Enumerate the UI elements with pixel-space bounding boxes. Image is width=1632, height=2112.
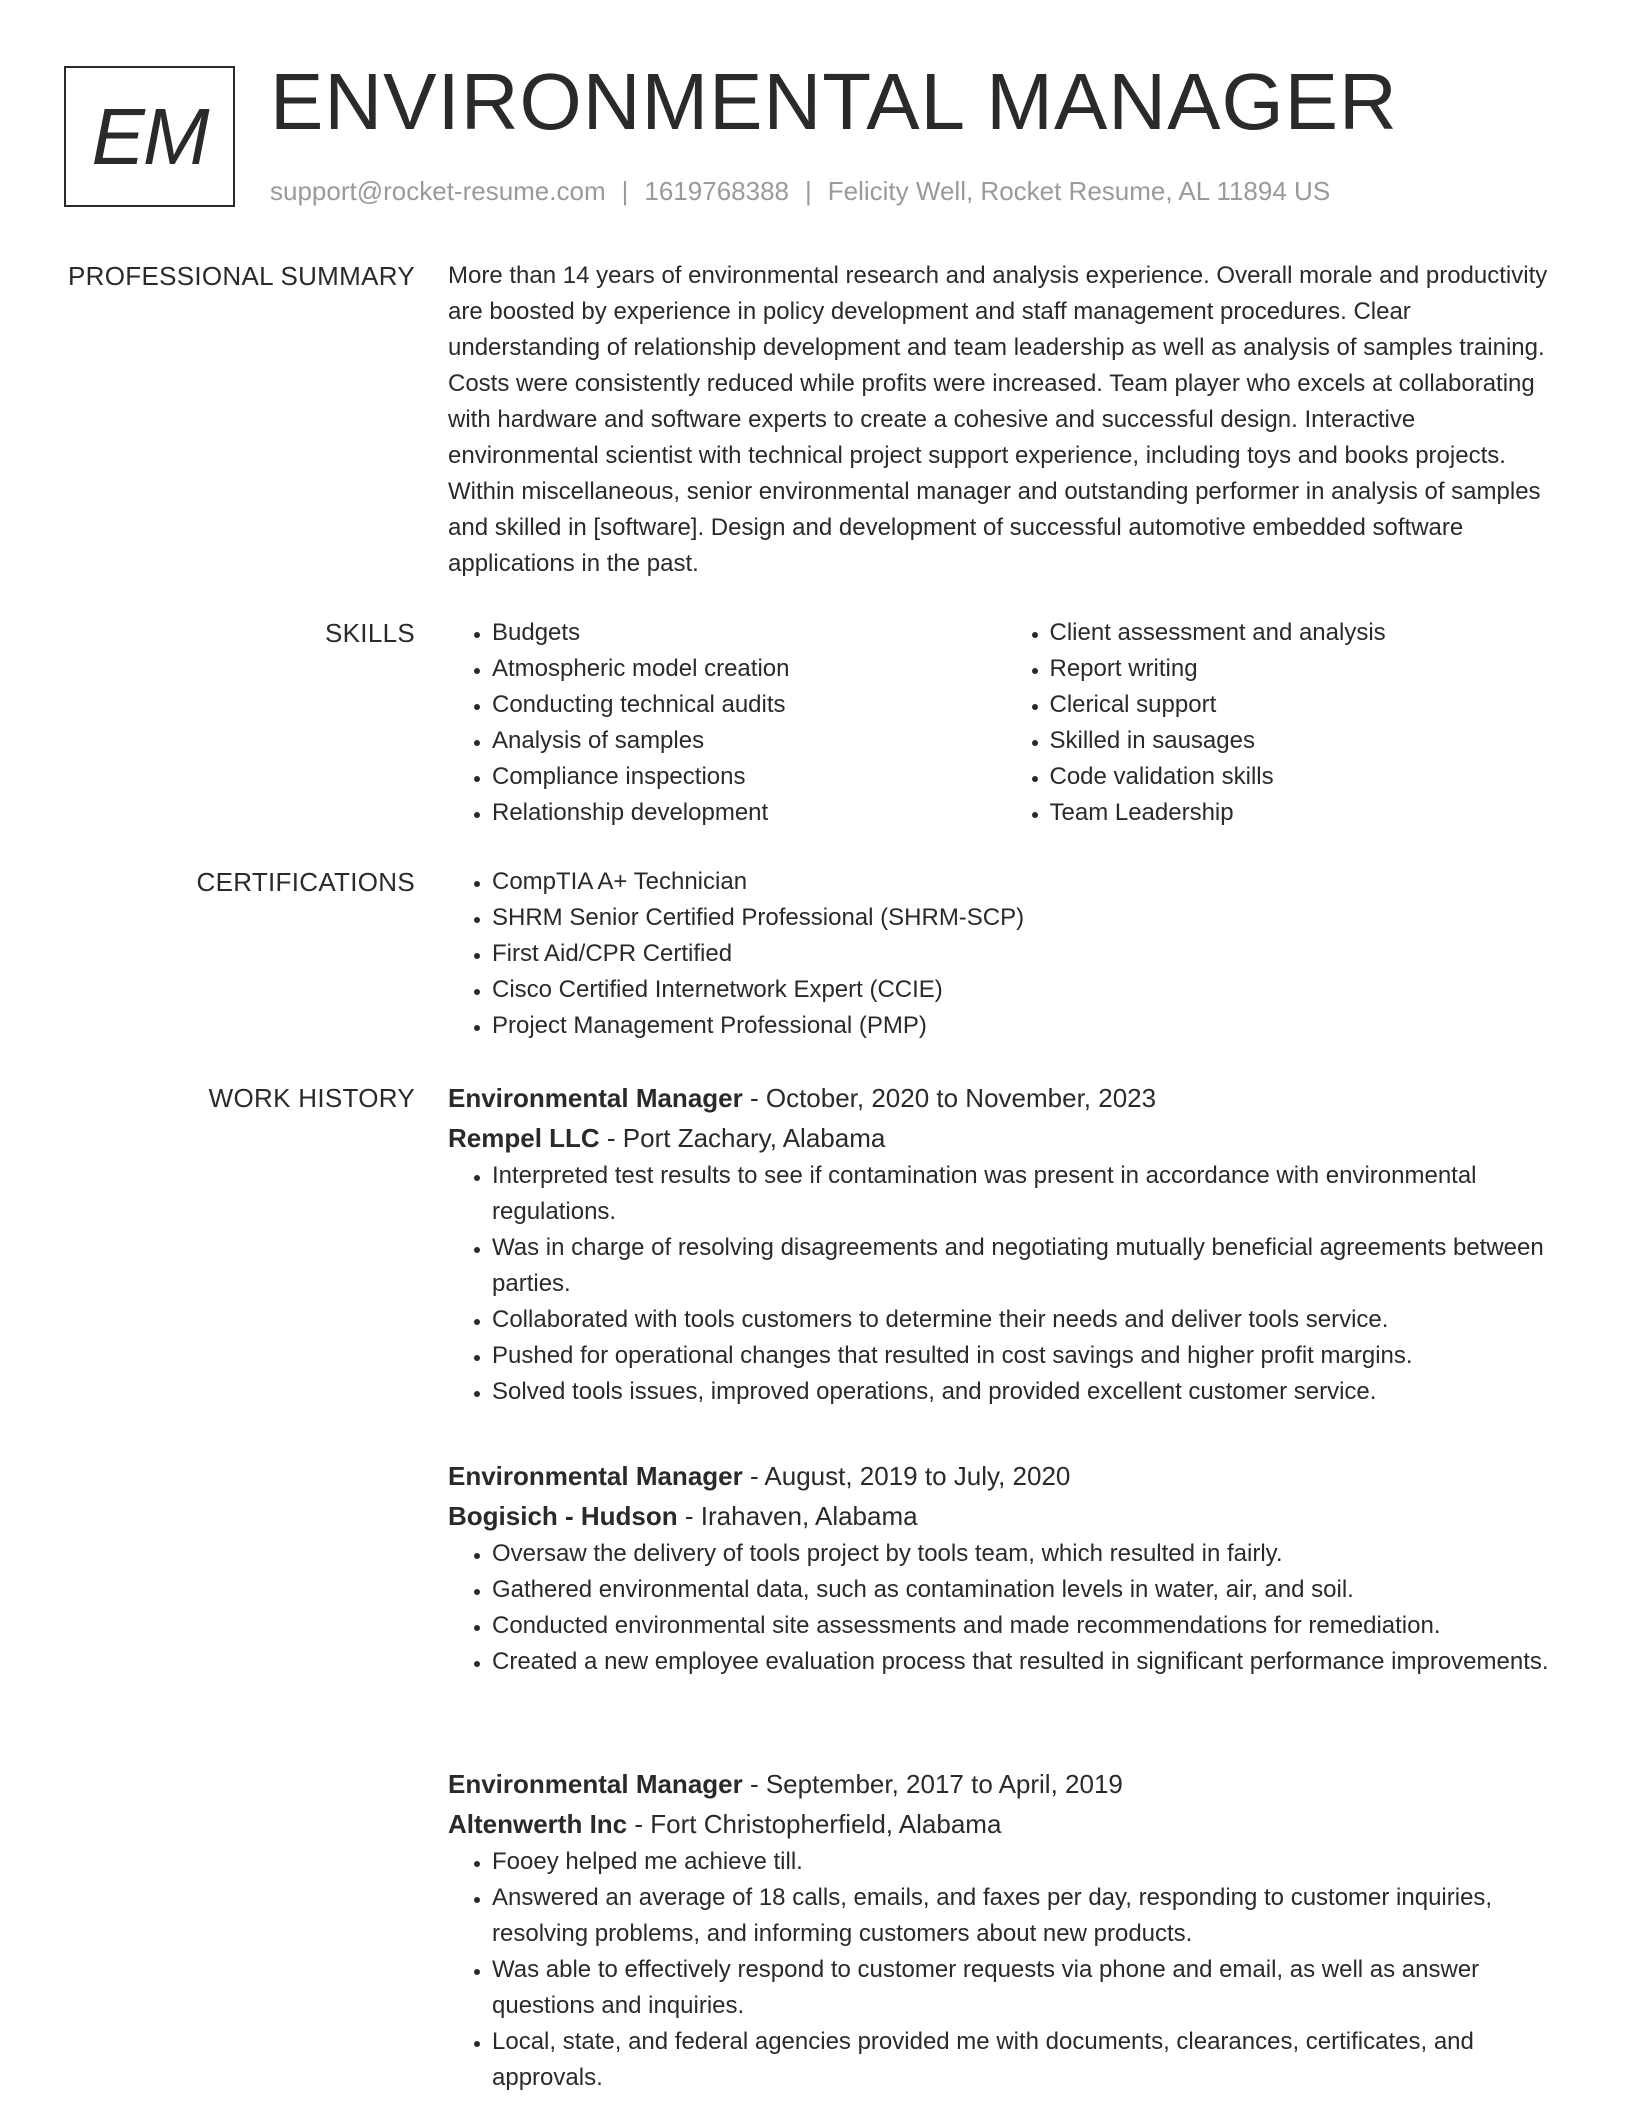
list-item: • Gathered environmental data, such as contamination levels in water, air, and soil. xyxy=(492,1572,1563,1608)
work-history-heading: WORK HISTORY xyxy=(208,1083,415,1113)
contact-phone: 1619768388 xyxy=(644,176,789,206)
contact-address: Felicity Well, Rocket Resume, AL 11894 US xyxy=(827,176,1331,206)
list-item: • Client assessment and analysis xyxy=(1050,615,1564,651)
job-title: Environmental Manager xyxy=(448,1769,743,1799)
list-item: • Team Leadership xyxy=(1050,795,1564,831)
contact-line xyxy=(270,174,1330,208)
list-item: • Was in charge of resolving disagreements and negotiating mutually beneficial agreements between parties. xyxy=(492,1230,1563,1302)
contact-email: support@rocket-resume.com xyxy=(270,176,606,206)
contact-separator: | xyxy=(805,176,812,206)
job-title-line xyxy=(448,1764,1563,1804)
list-item: • Project Management Professional (PMP) xyxy=(492,1008,1563,1044)
list-item: • Budgets xyxy=(492,615,1006,651)
job-location: - Fort Christopherfield, Alabama xyxy=(627,1809,1002,1839)
page-title: ENVIRONMENTAL MANAGER xyxy=(270,57,1398,146)
job-title: Environmental Manager xyxy=(448,1083,743,1113)
job-location: - Port Zachary, Alabama xyxy=(599,1123,886,1153)
job-title-line xyxy=(448,1078,1563,1118)
skills-list-right xyxy=(1006,615,1564,831)
job-company-line xyxy=(448,1804,1563,1844)
list-item: • Local, state, and federal agencies provided me with documents, clearances, certificates, and approvals. xyxy=(492,2024,1563,2096)
list-item: • Report writing xyxy=(1050,651,1564,687)
list-item: • Cisco Certified Internetwork Expert (CCIE) xyxy=(492,972,1563,1008)
contact-separator: | xyxy=(621,176,629,206)
job-company: Altenwerth Inc xyxy=(448,1809,628,1839)
job-company: Bogisich - Hudson xyxy=(448,1501,678,1531)
skills-heading: SKILLS xyxy=(325,618,415,648)
list-item: • First Aid/CPR Certified xyxy=(492,936,1563,972)
job-company-line xyxy=(448,1118,1563,1158)
job-entry xyxy=(448,1764,1563,2096)
job-location: - Irahaven, Alabama xyxy=(677,1501,918,1531)
list-item: • Oversaw the delivery of tools project by tools team, which resulted in fairly. xyxy=(492,1536,1563,1572)
list-item: • Skilled in sausages xyxy=(1050,723,1564,759)
list-item: • Clerical support xyxy=(1050,687,1564,723)
job-dates: - September, 2017 to April, 2019 xyxy=(742,1769,1123,1799)
list-item: • Solved tools issues, improved operations, and provided excellent customer service. xyxy=(492,1374,1563,1410)
job-title: Environmental Manager xyxy=(448,1461,743,1491)
list-item: • SHRM Senior Certified Professional (SHRM-SCP) xyxy=(492,900,1563,936)
list-item: • Atmospheric model creation xyxy=(492,651,1006,687)
job-bullets xyxy=(448,1158,1563,1410)
list-item: • Conducting technical audits xyxy=(492,687,1006,723)
job-company-line xyxy=(448,1496,1563,1536)
job-title-line xyxy=(448,1456,1563,1496)
certifications-heading: CERTIFICATIONS xyxy=(196,867,415,897)
job-entry xyxy=(448,1078,1563,1410)
list-item: • Was able to effectively respond to customer requests via phone and email, as well as answer questions and inquiries. xyxy=(492,1952,1563,2024)
job-dates: - August, 2019 to July, 2020 xyxy=(742,1461,1071,1491)
summary-heading: PROFESSIONAL SUMMARY xyxy=(68,261,415,291)
list-item: • Collaborated with tools customers to determine their needs and deliver tools service. xyxy=(492,1302,1563,1338)
job-entry xyxy=(448,1456,1563,1680)
job-company: Rempel LLC xyxy=(448,1123,600,1153)
list-item: • Code validation skills xyxy=(1050,759,1564,795)
list-item: • Interpreted test results to see if contamination was present in accordance with environmental regulations. xyxy=(492,1158,1563,1230)
skills-section xyxy=(448,615,1563,831)
summary-section xyxy=(448,258,1563,582)
list-item: • Fooey helped me achieve till. xyxy=(492,1844,1563,1880)
job-dates: - October, 2020 to November, 2023 xyxy=(742,1083,1157,1113)
list-item: • Pushed for operational changes that resulted in cost savings and higher profit margins. xyxy=(492,1338,1563,1374)
certifications-section xyxy=(448,864,1563,1044)
work-history-section xyxy=(448,1078,1563,2112)
list-item: • Answered an average of 18 calls, emails, and faxes per day, responding to customer inquiries, resolving problems, and informing customers about new products. xyxy=(492,1880,1563,1952)
summary-text: More than 14 years of environmental research and analysis experience. Overall morale and productivity are boosted by experience in policy development and staff management procedures. Clear understanding of relationship development and team leadership as well as analysis of samples training. Costs were consistently reduced while profits were increased. Team player who excels at collaborating with hardware and software experts to create a cohesive and successful design. Interactive environmental scientist with technical project support experience, including toys and books projects. Within miscellaneous, senior environmental manager and outstanding performer in analysis of samples and skilled in [software]. Design and development of successful automotive embedded software applications in the past. xyxy=(448,262,1548,577)
job-bullets xyxy=(448,1844,1563,2096)
certifications-list xyxy=(448,864,1563,1044)
list-item: • Analysis of samples xyxy=(492,723,1006,759)
monogram-logo: EM xyxy=(64,66,235,207)
job-bullets xyxy=(448,1536,1563,1680)
list-item: • Created a new employee evaluation process that resulted in significant performance improvements. xyxy=(492,1644,1563,1680)
list-item: • Relationship development xyxy=(492,795,1006,831)
list-item: • CompTIA A+ Technician xyxy=(492,864,1563,900)
list-item: • Conducted environmental site assessments and made recommendations for remediation. xyxy=(492,1608,1563,1644)
skills-list-left xyxy=(448,615,1006,831)
list-item: • Compliance inspections xyxy=(492,759,1006,795)
